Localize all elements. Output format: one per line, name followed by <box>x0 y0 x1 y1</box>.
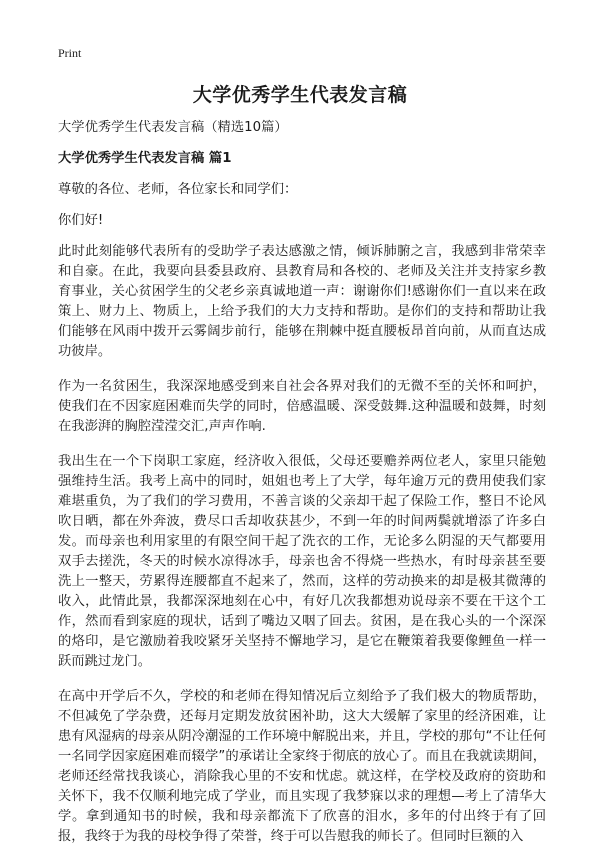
print-link[interactable]: Print <box>58 46 82 60</box>
section-heading: 大学优秀学生代表发言稿 篇1 <box>58 151 232 166</box>
salutation: 尊敬的各位、老师，各位家长和同学们： <box>58 182 298 197</box>
document-subtitle: 大学优秀学生代表发言稿（精选10篇） <box>58 120 288 135</box>
body-paragraph: 我出生在一个下岗职工家庭，经济收入很低，父母还要赡养两位老人，家里只能勉强维持生活。我考上高中的同时，姐姐也考上了大学，每年逾万元的费用使我们家难堪重负，为了我们的学习费用，不善言谈的父亲却干起了保险工作，整日不论风吹日晒，都在外奔波，费尽口舌却收获甚少，不到一年的时间两鬓就增添了许多白发。而母亲也利用家里的有限空间干起了洗衣的工作，无论多么阴湿的天气都要用双手去搓洗，冬天的时候水凉得冰手，母亲也舍不得烧一些热水，有时母亲甚至要洗上一整天，劳累得连腰都直不起来了，然而，这样的劳动换来的却是极其微薄的收入，此情此景，我都深深地刻在心中，有好几次我都想劝说母亲不要在干这个工作，然而看到家庭的现状，话到了嘴边又咽了回去。贫困，是在我心头的一个深深的烙印，是它激励着我咬紧牙关坚持不懈地学习，是它在鞭策着我要像鲤鱼一样一跃而跳过龙门。 <box>58 454 546 669</box>
greeting: 你们好! <box>58 213 104 228</box>
document-body <box>58 118 546 862</box>
document-title: 大学优秀学生代表发言稿 <box>192 84 408 106</box>
body-paragraph: 作为一名贫困生，我深深地感受到来自社会各界对我们的无微不至的关怀和呵护，使我们在不因家庭困难而失学的同时，倍感温暖、深受鼓舞.这种温暖和鼓舞，时刻在我澎湃的胸腔滢滢交汇,声声作响. <box>58 379 546 434</box>
body-paragraph: 在高中开学后不久，学校的和老师在得知情况后立刻给予了我们极大的物质帮助，不但减免了学杂费，还每月定期发放贫困补助，这大大缓解了家里的经济困难，让患有风湿病的母亲从阴冷潮湿的工作环境中解脱出来，并且，学校的那句“不让任何一名同学因家庭困难而辍学”的承诺让全家终于彻底的放心了。而且在我就读期间，老师还经常找我谈心，消除我心里的不安和忧虑。就这样，在学校及政府的资助和关怀下，我不仅顺利地完成了学业，而且实现了我梦寐以求的理想—考上了清华大学。拿到通知书的时候，我和母亲都流下了欣喜的泪水，多年的付出终于有了回报，我终于为我的母校争得了荣誉，终于可以告慰我的师长了。但同时巨额的入 <box>58 689 546 844</box>
body-paragraph: 此时此刻能够代表所有的受助学子表达感激之情，倾诉肺腑之言，我感到非常荣幸和自豪。在此，我要向县委县政府、县教育局和各校的、老师及关注并支持家乡教育事业，关心贫困学生的父老乡亲真诚地道一声：谢谢你们!感谢你们一直以来在政策上、财力上、物质上，上给予我们的大力支持和帮助。是你们的支持和帮助让我们能够在风雨中拨开云雾阔步前行，能够在荆棘中挺直腰板昂首向前，从而直达成功彼岸。 <box>58 244 546 359</box>
